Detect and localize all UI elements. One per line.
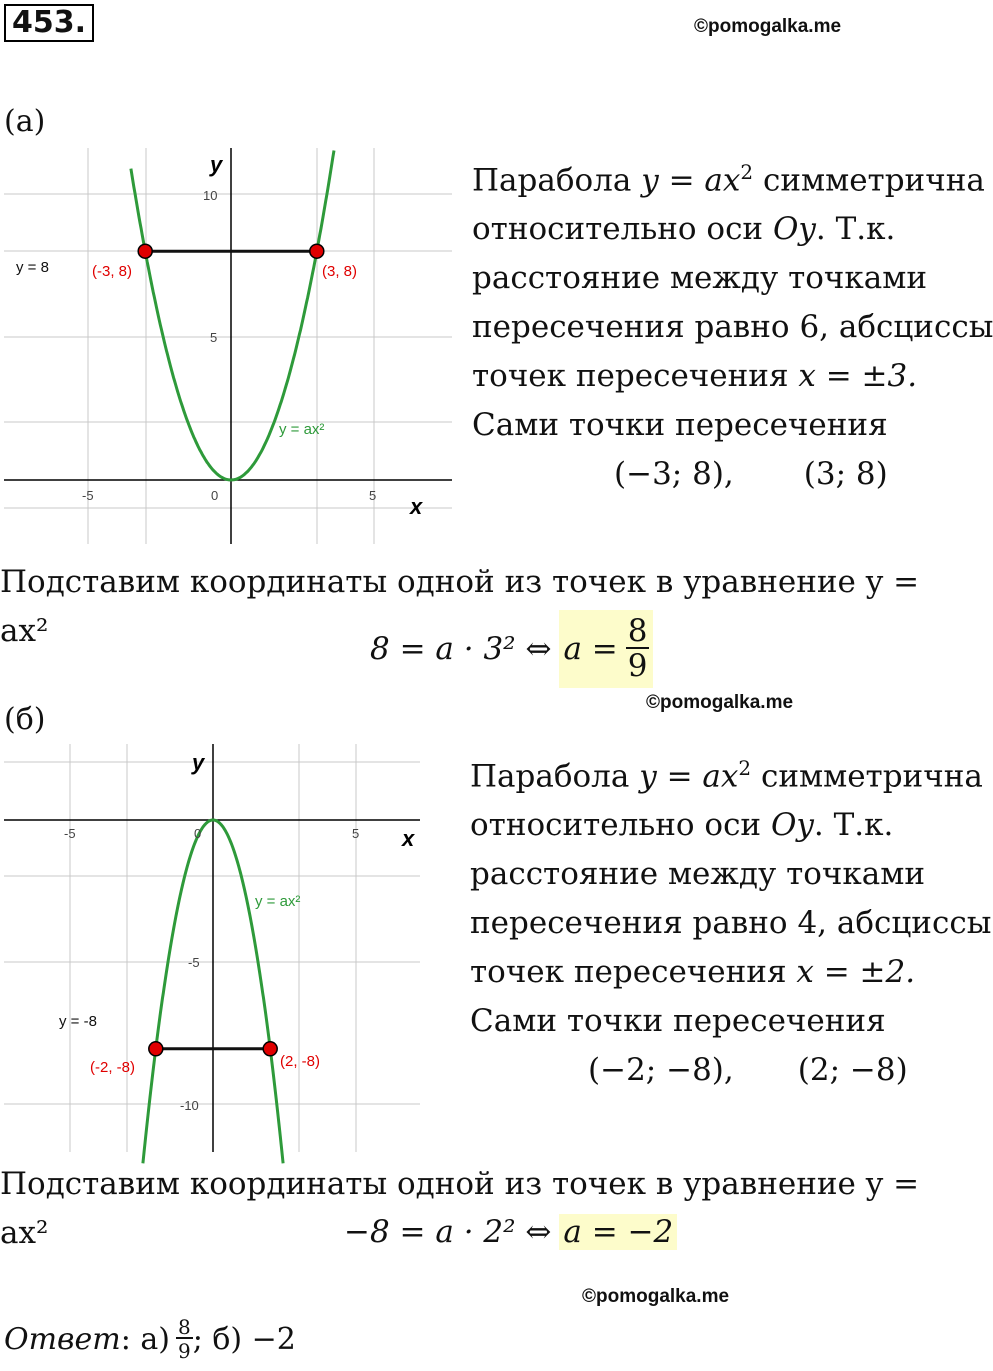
part-a-line-2: относительно оси Oy. Т.к.	[472, 211, 896, 248]
part-a-tick-0: 0	[211, 488, 219, 503]
part-a-graph	[4, 148, 452, 544]
part-a-tick-y5: 5	[210, 330, 218, 345]
part-a-point-left-label: (-3, 8)	[92, 263, 133, 280]
part-a-line-1: Парабола $y = ax^2$ симметрична	[472, 160, 985, 199]
part-b-y-label: y	[192, 750, 205, 775]
part-b-tick-x5: 5	[352, 826, 360, 841]
part-a-answer-highlight: a = $\frac{8}{9}$	[559, 610, 653, 688]
part-b-tick-ym5: -5	[188, 955, 200, 970]
part-b-answer-highlight: a = −2	[559, 1214, 677, 1250]
part-a-points: (−3; 8), (3; 8)	[614, 456, 888, 493]
part-a-grid	[4, 148, 452, 544]
part-b-explanation	[470, 744, 991, 1095]
part-a-line-label: y = 8	[16, 259, 49, 276]
part-b-point-left-label: (-2, -8)	[90, 1059, 135, 1076]
part-a-curve-label: y = ax²	[279, 421, 325, 438]
part-a-point-right	[310, 244, 324, 258]
part-a-substitution: Подставим координаты одной из точек в уравнение y = ax²	[0, 564, 920, 649]
part-b-grid	[4, 744, 420, 1152]
final-answer: Ответ : а) $\frac{8}{9}$ ; б) −2	[4, 1315, 296, 1363]
part-a-line-4: пересечения равно 6, абсциссы	[472, 309, 993, 346]
part-b-line-6: Сами точки пересечения	[470, 1003, 886, 1040]
part-a-point-left	[138, 244, 152, 258]
part-a-tick-y10: 10	[203, 188, 218, 203]
part-b-x-label: x	[402, 826, 415, 851]
part-a-explanation	[472, 148, 993, 499]
part-b-tick-0: 0	[194, 826, 202, 841]
part-b-line-2: относительно оси Oy. Т.к.	[470, 807, 894, 844]
part-b-substitution: Подставим координаты одной из точек в уравнение y = ax²	[0, 1166, 920, 1251]
part-b-point-right-label: (2, -8)	[280, 1053, 321, 1070]
watermark-bottom: ©pomogalka.me	[582, 1286, 730, 1307]
part-b-line-1: Парабола $y = ax^2$ симметрична	[470, 756, 983, 795]
part-b-line-4: пересечения равно 4, абсциссы	[470, 905, 992, 942]
watermark-middle: ©pomogalka.me	[646, 692, 794, 713]
part-a-y-label: y	[210, 152, 223, 177]
part-a-x-label: x	[410, 494, 423, 519]
part-a-line-3: расстояние между точками	[472, 260, 928, 297]
part-b-equation	[344, 1210, 677, 1254]
part-a-tick-xm5: -5	[82, 488, 94, 503]
part-a-equation	[370, 610, 653, 688]
problem-number: 453.	[4, 4, 94, 42]
part-b-line-3: расстояние между точками	[470, 856, 926, 893]
part-b-curve-label: y = ax²	[255, 893, 301, 910]
part-a-label: (а)	[4, 104, 46, 139]
part-a-equation-left: 8 = a · 3² ⇔	[370, 631, 552, 667]
part-b-tick-xm5: -5	[64, 826, 76, 841]
part-a-tick-x5: 5	[369, 488, 377, 503]
part-b-point-left	[149, 1042, 163, 1056]
part-b-line-label: y = -8	[59, 1013, 97, 1030]
part-b-equation-left: −8 = a · 2² ⇔	[344, 1214, 552, 1250]
part-b-graph	[4, 744, 420, 1152]
part-b-tick-ym10: -10	[180, 1098, 199, 1113]
part-a-line-6: Сами точки пересечения	[472, 407, 888, 444]
final-answer-label: Ответ	[4, 1321, 121, 1357]
watermark-top: ©pomogalka.me	[694, 16, 842, 37]
part-b-point-right	[263, 1042, 277, 1056]
part-b-points: (−2; −8), (2; −8)	[588, 1052, 908, 1089]
part-a-line-5: точек пересечения x = ±3.	[472, 358, 918, 395]
part-b-line-5: точек пересечения x = ±2.	[470, 954, 916, 991]
part-b-label: (б)	[4, 702, 46, 737]
part-a-point-right-label: (3, 8)	[322, 263, 358, 280]
